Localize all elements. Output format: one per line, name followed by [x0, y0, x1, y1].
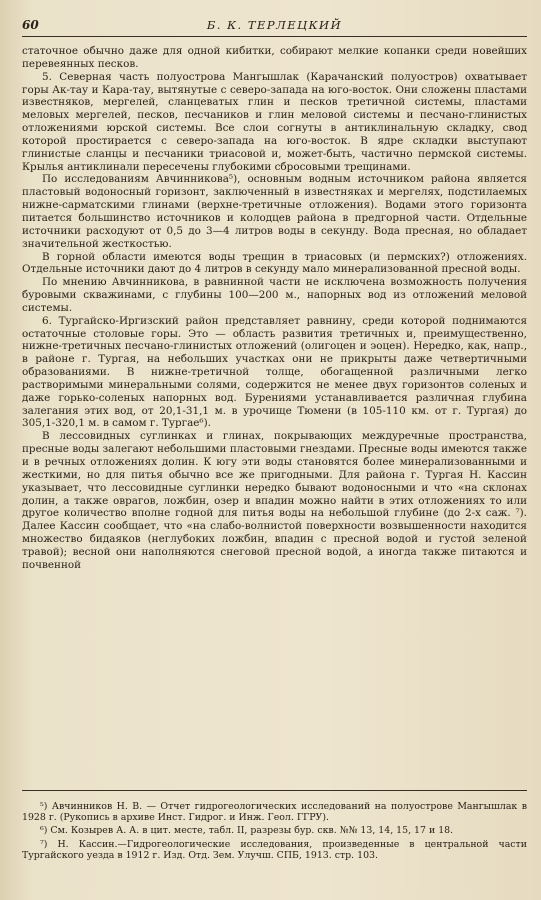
paragraph: По исследованиям Авчинникова⁵), основным водным источником района является пластовый водоносный горизонт, заключенный в известняках и мергелях, подстилаемых нижне-сарматскими глинами (верхне-третичные отложения). Водами этого горизонта питается большинство источников и колодцев района в предгорной части. Отдельные источники расходуют от 0,5 до 3—4 литров воды в секунду. Вода пресная, но обладает значительной жесткостью. — [22, 173, 527, 250]
paragraph: 6. Тургайско-Иргизский район представляет равнину, среди которой поднимаются остаточные столовые горы. Это — область развития третичных и, преимущественно, нижне-третичных песчано-глинистых отложений (олигоцен и эоцен). Нередко, как, напр., в районе г. Тургая, на небольших участках они не прикрыты даже четвертичными образованиями. В нижне-третичной толще, обогащенной различными легко растворимыми минеральными солями, содержится не менее двух горизонтов соленых и даже горько-соленых напорных вод. Бурениями устанавливается различная глубина залегания этих вод, от 20,1-31,1 м. в урочище Тюмени (в 105-110 км. от г. Тургая) до 305,1-320,1 м. в самом г. Тургае⁶). — [22, 314, 527, 430]
footnote: ⁷) Н. Кассин.—Гидрогеологические исследования, произведенные в центральной части Тургайского уезда в 1912 г. Изд. Отд. Зем. Улучш. СПБ, 1913. стр. 103. — [22, 838, 527, 861]
paragraph: статочное обычно даже для одной кибитки, собирают мелкие копанки среди новейших перевеянных песков. — [22, 45, 527, 70]
paragraph: По мнению Авчинникова, в равнинной части не исключена возможность получения буровыми скважинами, с глубины 100—200 м., напорных вод из отложений меловой системы. — [22, 276, 527, 314]
paragraph: В лессовидных суглинках и глинах, покрывающих междуречные пространства, пресные воды залегают небольшими пластовыми гнездами. Пресные воды имеются также и в речных отложениях долин. К югу эти воды становятся более минерализованными и жесткими, но для питья обычно все же пригодными. Для района г. Тургая Н. Кассин указывает, что лессовидные суглинки нередко бывают водоносными и что «на склонах долин, а также оврагов, ложбин, озер и впадин можно найти в этих отложениях то или другое количество вполне годной для питья воды на небольшой глубине (до 2-х саж. ⁷). Далее Кассин сообщает, что «на слабо-волнистой поверхности возвышенности находится множество бидаяков (неглубоких ложбин, впадин с пресной водой и густой зеленой травой); весной они наполняются снеговой пресной водой, а иногда также питаются и почвенной — [22, 430, 527, 571]
footnote: ⁶) См. Козырев А. А. в цит. месте, табл. II, разрезы бур. скв. №№ 13, 14, 15, 17 и 18. — [40, 825, 454, 837]
paragraph: 5. Северная часть полуострова Мангышлак (Карачанский полуостров) охватывает горы Ак-тау и Кара-тау, вытянутые с северо-запада на юго-восток. Они сложены пластами известняков, мергелей, сланцеватых глин и песков третичной системы, пластами меловых мергелей, песков, песчаников и глин меловой системы и песчано-глинистых отложениями юрской системы. Все слои согнуты в антиклинальную складку, свод которой простирается с северо-запада на юго-восток. В ядре складки выступают глинистые сланцы и песчаники триасовой и, может-быть, частично пермской системы. Крылья антиклинали пересечены глубокими сбросовыми трещинами. — [22, 70, 527, 173]
footnotes — [22, 790, 527, 863]
body-text — [22, 45, 527, 572]
page-header — [22, 18, 527, 37]
page-number: 60 — [22, 18, 39, 32]
footnote: ⁵) Авчинников Н. В. — Отчет гидрогеологических исследований на полуострове Мангышлак в 1928 г. (Рукопись в архиве Инст. Гидрог. и Инж. Геол. ГГРУ). — [22, 801, 527, 824]
paragraph: В горной области имеются воды трещин в триасовых (и пермских?) отложениях. Отдельные источники дают до 4 литров в секунду мало минерализованной пресной воды. — [22, 250, 527, 276]
running-head: Б. К. ТЕРЛЕЦКИЙ — [206, 18, 343, 32]
